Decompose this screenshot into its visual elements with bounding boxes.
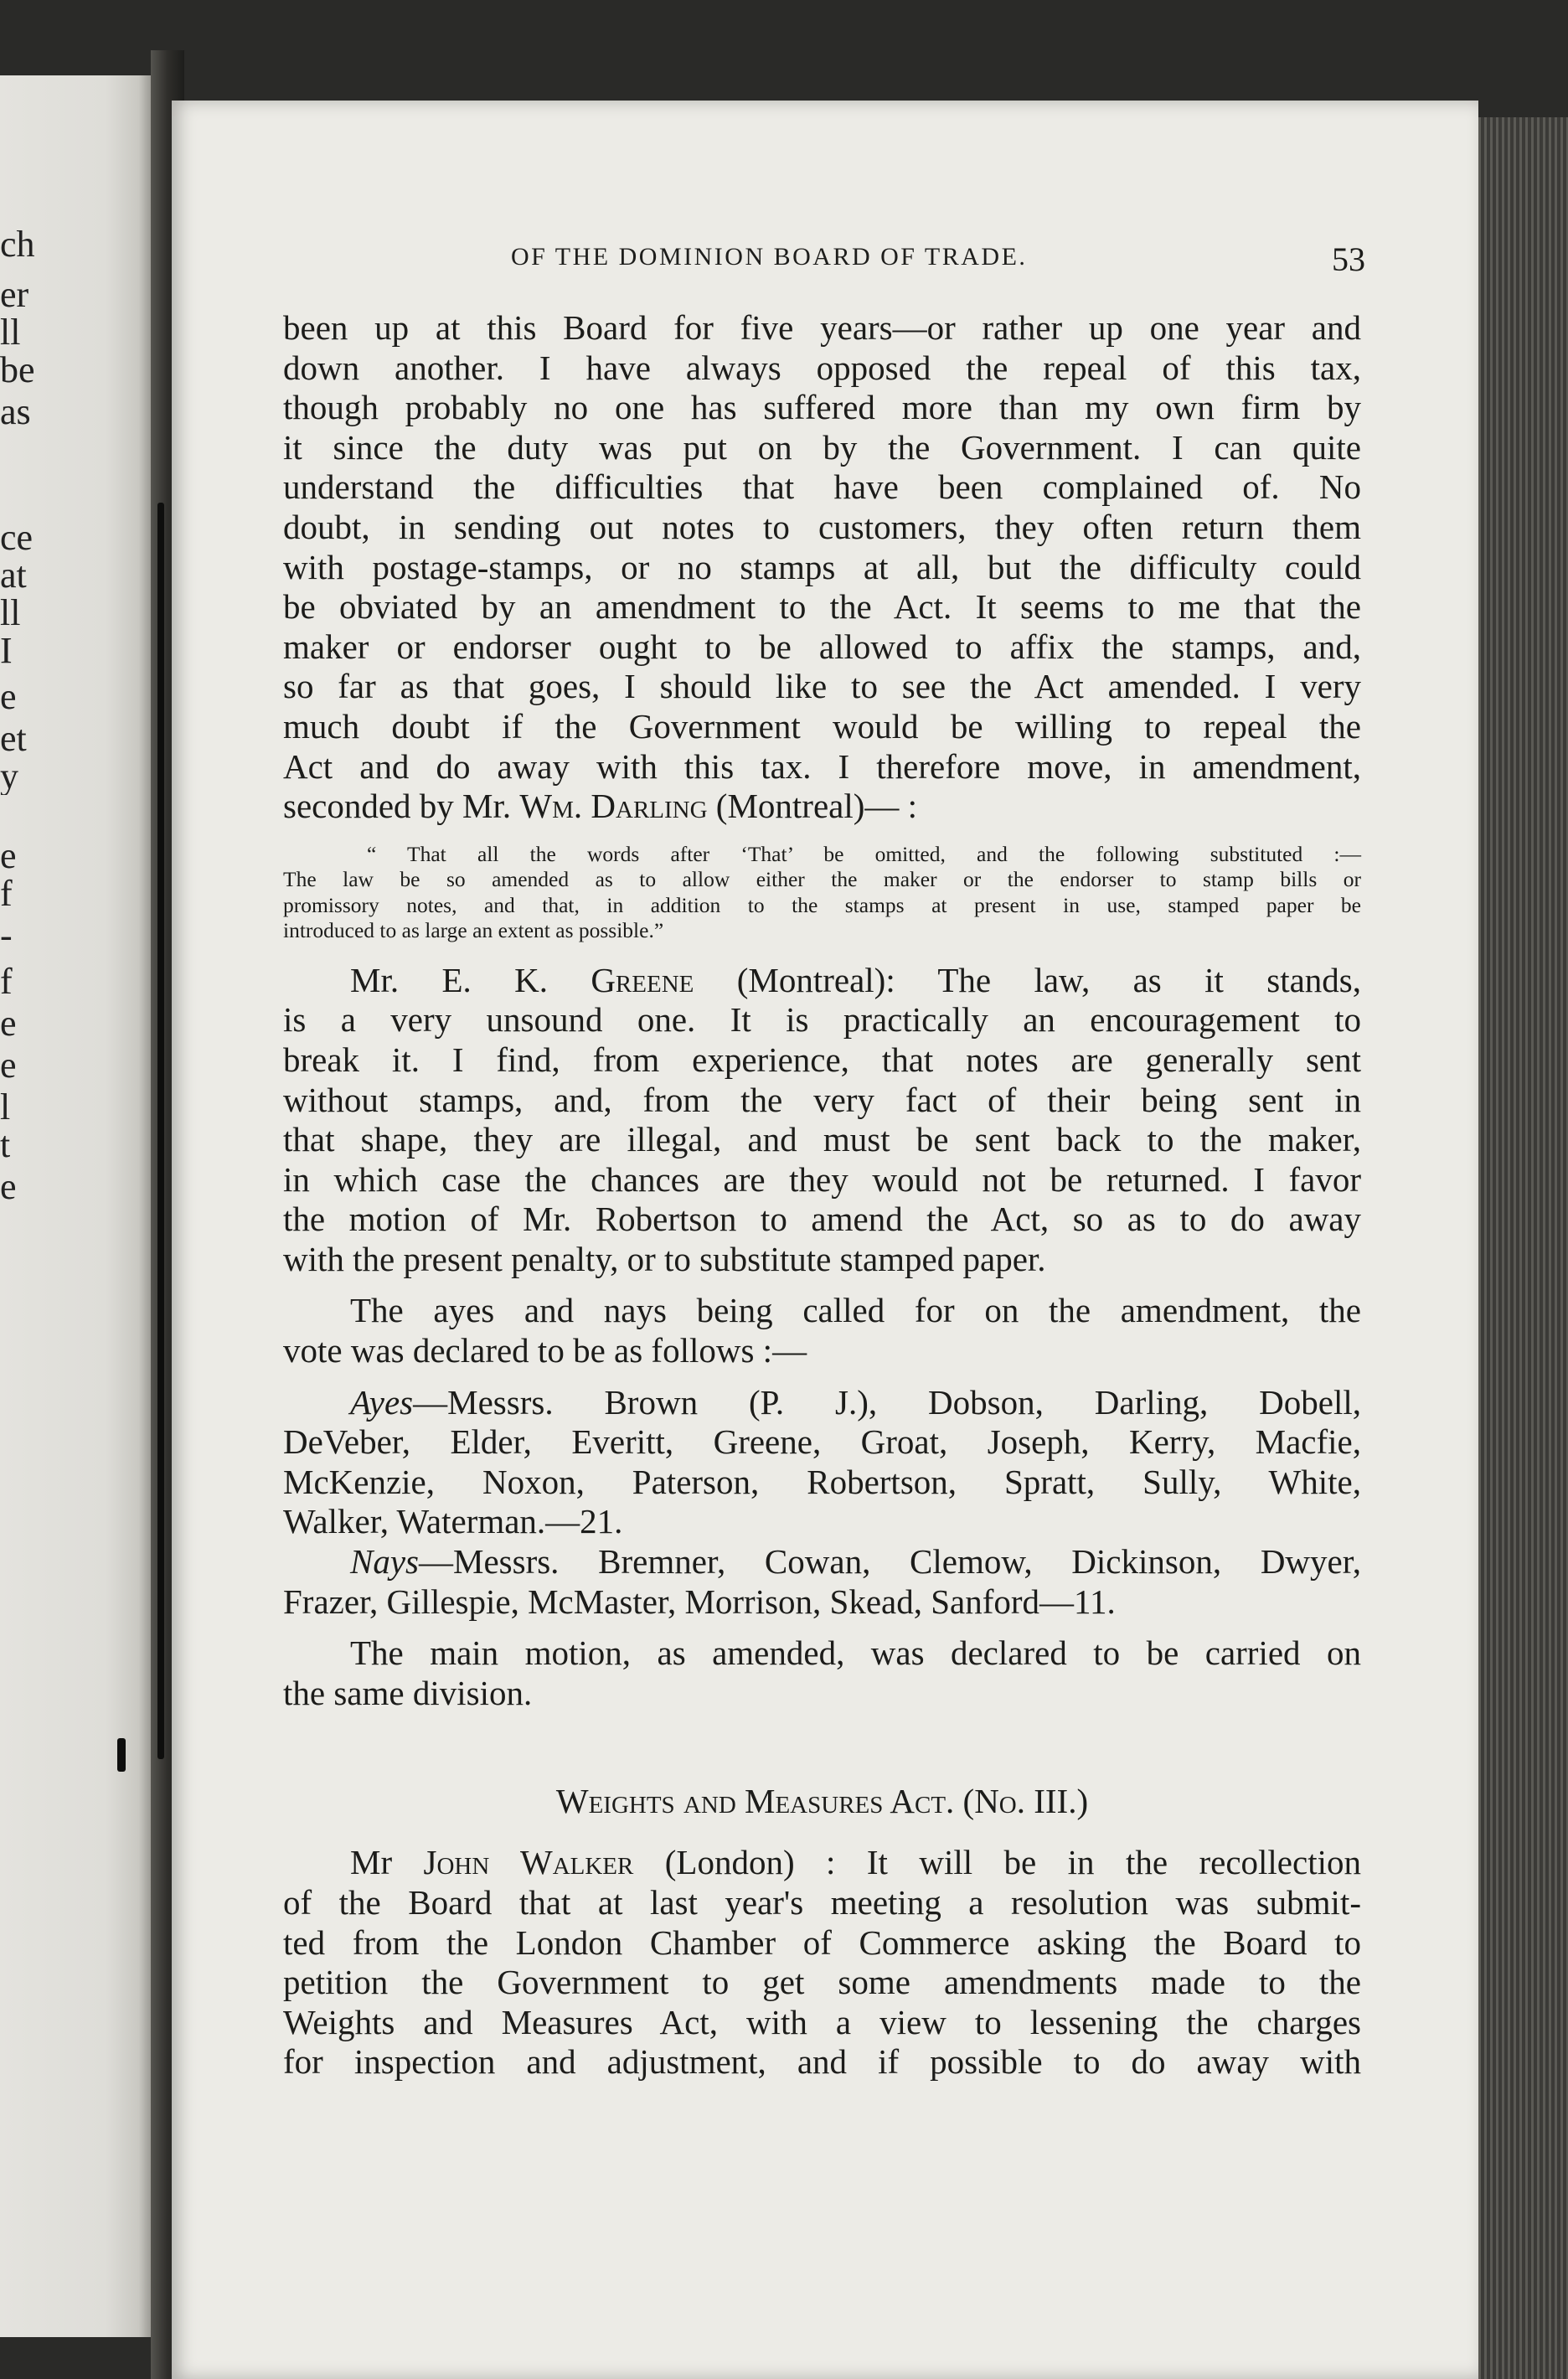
- facing-page-text-fragment: e: [0, 1047, 17, 1084]
- facing-page-text-fragment: e: [0, 1169, 17, 1205]
- paragraph-walker: [283, 1843, 1361, 2082]
- text-line: Weights and Measures Act, with a view to lessening the charges: [283, 2002, 1361, 2041]
- text-line: in which case the chances are they would not be returned. I favor: [283, 1159, 1361, 1199]
- spine-shadow-mark: [117, 1738, 126, 1772]
- facing-page-text-fragment: ce: [0, 519, 34, 556]
- running-header: [335, 240, 1382, 293]
- text-line: “ That all the words after ‘That’ be omitted, and the following substituted :—: [367, 841, 1361, 866]
- running-title: OF THE DOMINION BOARD OF TRADE.: [511, 243, 1028, 271]
- speaker-name: John Walker: [423, 1843, 634, 1882]
- text-line: the same division.: [283, 1673, 533, 1712]
- facing-page-text-fragment: e: [0, 679, 17, 715]
- text-line: the motion of Mr. Robertson to amend the Act, so as to do away: [283, 1200, 1361, 1239]
- facing-page-text-fragment: ll: [0, 595, 21, 632]
- spine-shadow-mark: [157, 503, 164, 1759]
- ayes-label: Ayes: [350, 1382, 414, 1422]
- speaker-name: Wm. Darling: [519, 787, 708, 826]
- text-line: with the present penalty, or to substitute stamped paper.: [283, 1239, 1046, 1278]
- text-line: petition the Government to get some amendments made to the: [283, 1963, 1361, 2002]
- text-line: so far as that goes, I should like to see the Act amended. I very: [283, 667, 1361, 706]
- text-line: introduced to as large an extent as possible.”: [283, 918, 664, 943]
- facing-page-text-fragment: as: [0, 394, 31, 431]
- text-line: Mr John Walker (London) : It will be in the recollection: [350, 1843, 1361, 1882]
- text-line: Mr. E. K. Greene (Montreal): The law, as it stands,: [350, 960, 1361, 999]
- text-line: break it. I find, from experience, that notes are generally sent: [283, 1040, 1361, 1079]
- text-line: much doubt if the Government would be willing to repeal the: [283, 706, 1361, 746]
- facing-page-text-fragment: at: [0, 557, 27, 594]
- text-line: down another. I have always opposed the repeal of this tax,: [283, 348, 1361, 387]
- text-line: vote was declared to be as follows :—: [283, 1331, 807, 1370]
- facing-page-text-fragment: l: [0, 1089, 11, 1126]
- facing-page-text-fragment: f: [0, 963, 13, 1000]
- nays-list: [283, 1542, 1361, 1622]
- text-line: of the Board that at last year's meeting a resolution was submit-: [283, 1883, 1361, 1922]
- paragraph-greene: [283, 961, 1361, 1280]
- body-text: [283, 308, 1361, 2082]
- text-line: The ayes and nays being called for on the amendment, the: [350, 1291, 1361, 1330]
- text-line: Act and do away with this tax. I therefore move, in amendment,: [283, 746, 1361, 786]
- text-line: with postage-stamps, or no stamps at all, but the difficulty could: [283, 547, 1361, 586]
- facing-page-text-fragment: e: [0, 838, 17, 875]
- page-stack-edge: [1478, 117, 1568, 2379]
- text-line: Ayes—Messrs. Brown (P. J.), Dobson, Darling, Dobell,: [350, 1382, 1361, 1422]
- text-line: promissory notes, and that, in addition to the stamps at present in use, stamped paper be: [283, 892, 1361, 917]
- text-line: that shape, they are illegal, and must be sent back to the maker,: [283, 1120, 1361, 1159]
- text-line: without stamps, and, from the very fact of their being sent in: [283, 1080, 1361, 1119]
- facing-page-text-fragment: ch: [0, 226, 35, 263]
- text-line: doubt, in sending out notes to customers, they often return them: [283, 507, 1361, 546]
- text-line: understand the difficulties that have been complained of. No: [283, 467, 1361, 507]
- nays-label: Nays: [350, 1542, 419, 1582]
- text-line: McKenzie, Noxon, Paterson, Robertson, Spratt, Sully, White,: [283, 1462, 1361, 1501]
- facing-page-text-fragment: -: [0, 917, 13, 954]
- facing-page-edge: [0, 75, 151, 2337]
- text-line: The law be so amended as to allow either the maker or the endorser to stamp bills or: [283, 867, 1361, 892]
- facing-page-text-fragment: t: [0, 1127, 11, 1164]
- text-line: Frazer, Gillespie, McMaster, Morrison, Skead, Sanford—11.: [283, 1582, 1116, 1621]
- text-line: Walker, Waterman.—21.: [283, 1502, 623, 1541]
- facing-page-text-fragment: er: [0, 276, 29, 313]
- facing-page-text-fragment: I: [0, 632, 13, 669]
- text-line: ted from the London Chamber of Commerce asking the Board to: [283, 1922, 1361, 1962]
- text-line: been up at this Board for five years—or rather up one year and: [283, 308, 1361, 347]
- text-line: though probably no one has suffered more than my own firm by: [283, 388, 1361, 427]
- text-line: DeVeber, Elder, Everitt, Greene, Groat, Joseph, Kerry, Macfie,: [283, 1422, 1361, 1462]
- facing-page-text-fragment: y: [0, 758, 18, 795]
- facing-page-text-fragment: e: [0, 1005, 17, 1042]
- text-line: is a very unsound one. It is practically an encouragement to: [283, 1000, 1361, 1040]
- paragraph-continued-speech: [283, 308, 1361, 787]
- amendment-quotation: [283, 842, 1361, 944]
- text-line: Nays—Messrs. Bremner, Cowan, Clemow, Dickinson, Dwyer,: [350, 1542, 1361, 1582]
- paragraph-result: [283, 1633, 1361, 1713]
- facing-page-text-fragment: ll: [0, 314, 21, 351]
- paragraph-vote: [283, 1291, 1361, 1370]
- text-line: it since the duty was put on by the Government. I can quite: [283, 427, 1361, 467]
- facing-page-text-fragment: f: [0, 875, 13, 912]
- text-line: The main motion, as amended, was declared to be carried on: [350, 1633, 1361, 1673]
- page-number: 53: [1332, 240, 1365, 278]
- text-line: be obviated by an amendment to the Act. It seems to me that the: [283, 587, 1361, 627]
- text-line: for inspection and adjustment, and if possible to do away with: [283, 2042, 1361, 2082]
- section-heading: Weights and Measures Act. (No. III.): [555, 1782, 1089, 1821]
- facing-page-text-fragment: et: [0, 720, 27, 757]
- text-line: maker or endorser ought to be allowed to affix the stamps, and,: [283, 627, 1361, 666]
- ayes-list: [283, 1383, 1361, 1542]
- speaker-name: Greene: [591, 960, 694, 999]
- facing-page-text-fragment: be: [0, 352, 35, 389]
- text-line: seconded by Mr. Wm. Darling (Montreal)— :: [283, 787, 918, 826]
